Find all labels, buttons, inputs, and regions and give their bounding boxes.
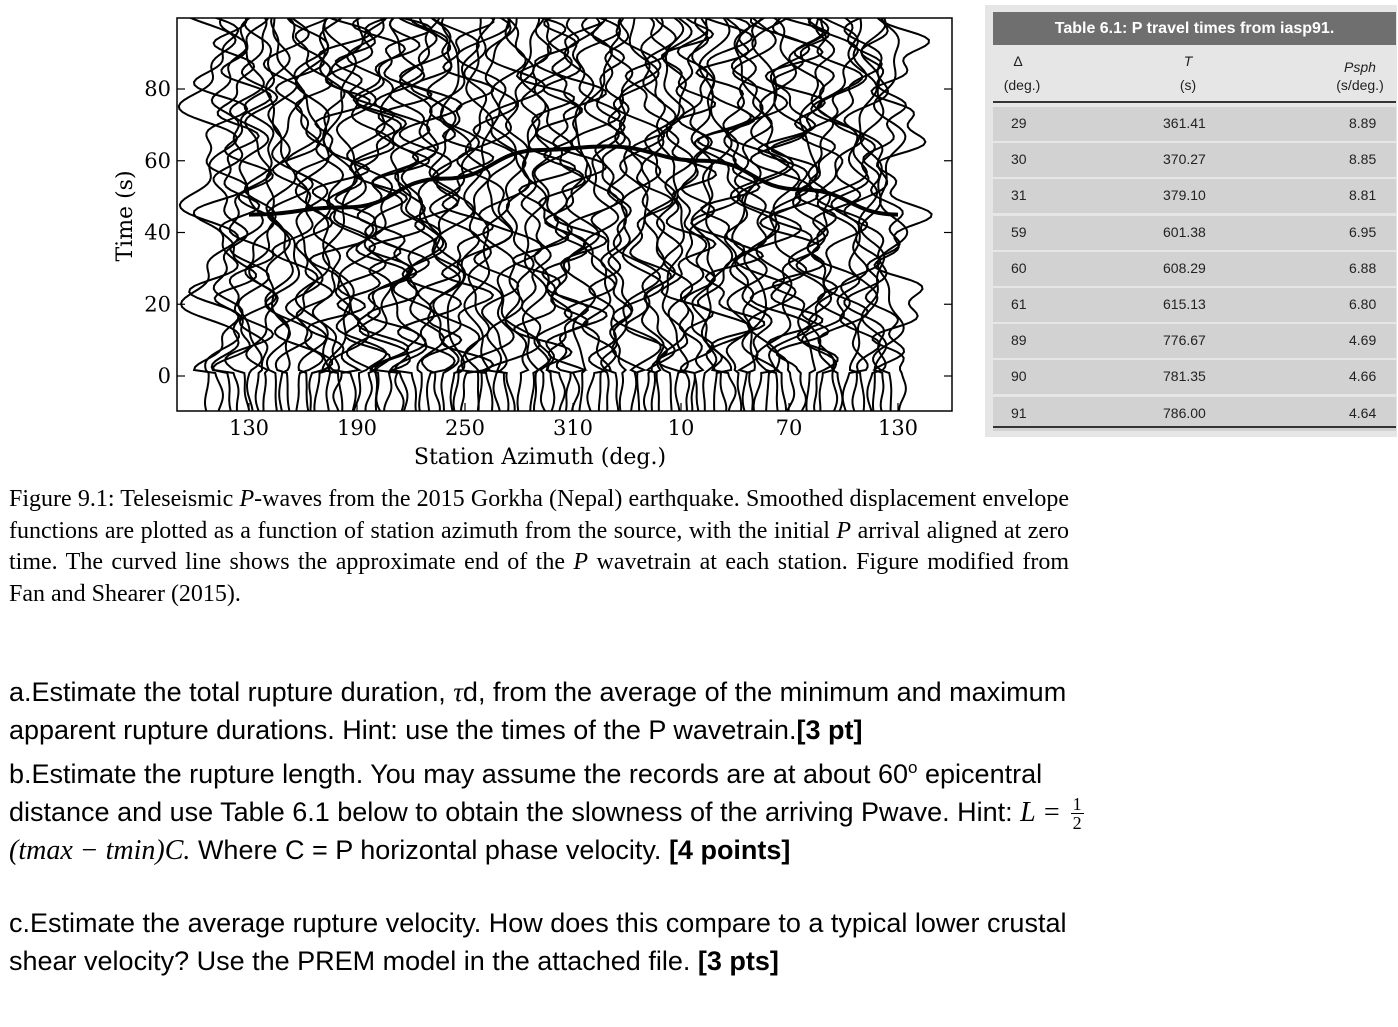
- question-a: [9, 674, 1129, 749]
- table-row: [993, 360, 1396, 394]
- table-title: Table 6.1: P travel times from iasp91.: [993, 12, 1396, 45]
- x-tick-label: 250: [444, 416, 486, 440]
- col-delta-header: Δ: [1013, 53, 1023, 69]
- cell-slowness: 8.85: [1349, 151, 1377, 168]
- x-tick-label: 130: [228, 416, 270, 440]
- col-slowness-header: Psph: [1344, 59, 1376, 75]
- degree-symbol: o: [908, 758, 918, 777]
- cell-time: 776.67: [1163, 332, 1206, 349]
- question-a-prefix: a.Estimate the total rupture duration,: [9, 677, 454, 707]
- cell-delta: 90: [1011, 368, 1027, 385]
- question-b-text-1: b.Estimate the rupture length. You may assume the records are at about 60: [9, 759, 909, 789]
- fraction-denominator: 2: [1072, 812, 1082, 833]
- question-a-text: , from the average of the minimum and maximum apparent rupture durations. Hint: use the times of the P wavetrain.: [9, 677, 1067, 745]
- cell-delta: 61: [1011, 296, 1027, 312]
- y-tick-label: 40: [144, 220, 171, 245]
- question-c-points: [3 pts]: [697, 945, 779, 976]
- caption-p-3: P: [573, 549, 589, 575]
- question-a-points: [3 pt]: [796, 714, 863, 745]
- cell-time: 786.00: [1163, 404, 1206, 421]
- cell-delta: 30: [1011, 151, 1027, 168]
- question-b-text-3: Where C = P horizontal phase velocity.: [190, 834, 669, 865]
- x-tick-label: 310: [552, 416, 594, 440]
- caption-p-1: P: [239, 486, 255, 512]
- caption-text-4: wavetrain at each station. Figure modified from Fan and Shearer (2015).: [9, 549, 1069, 607]
- table-row: [993, 252, 1396, 286]
- cell-delta: 29: [1011, 115, 1027, 131]
- cell-slowness: 6.80: [1349, 296, 1377, 312]
- question-b-points: [4 points]: [668, 834, 791, 865]
- caption-text-1: Teleseismic: [114, 486, 240, 512]
- formula-lhs: L =: [1020, 796, 1062, 828]
- formula-rhs: (tmax − tmin)C.: [9, 834, 191, 866]
- x-tick-label: 190: [336, 416, 378, 440]
- caption-text-3: arrival aligned at zero time. The curved line shows the approximate end of the: [9, 517, 1069, 575]
- travel-time-table: [985, 5, 1397, 437]
- y-tick-label: 60: [144, 148, 171, 173]
- cell-delta: 60: [1011, 259, 1027, 276]
- caption-text-2: -waves from the 2015 Gorkha (Nepal) earthquake. Smoothed displacement envelope functions are plotted as a function of station azimuth from the source, with the initial: [9, 486, 1069, 544]
- table-row: [993, 216, 1396, 250]
- cell-time: 781.35: [1163, 368, 1206, 385]
- tau-subscript: d: [462, 677, 478, 707]
- question-c: [9, 905, 1129, 980]
- question-b-text-2: epicentral distance and use Table 6.1 below to obtain the slowness of the arriving Pwave. Hint:: [9, 759, 1043, 827]
- figure-caption: [9, 484, 1069, 610]
- col-slowness-unit: (s/deg.): [1336, 77, 1384, 93]
- header-rule: [993, 101, 1396, 103]
- x-tick-label: 70: [775, 416, 803, 440]
- cell-time: 370.27: [1163, 151, 1206, 168]
- questions: [9, 674, 1129, 980]
- tau-symbol: τ: [453, 677, 463, 707]
- cell-slowness: 4.66: [1349, 368, 1377, 385]
- table-row: [993, 288, 1396, 322]
- x-axis-label: Station Azimuth (deg.): [413, 445, 667, 470]
- cell-slowness: 4.64: [1349, 404, 1377, 421]
- bottom-rule: [993, 426, 1396, 428]
- cell-slowness: 6.95: [1349, 223, 1377, 240]
- cell-delta: 89: [1011, 332, 1027, 349]
- caption-label: Figure 9.1:: [9, 486, 115, 512]
- cell-slowness: 8.81: [1349, 187, 1377, 204]
- cell-delta: 31: [1011, 187, 1027, 204]
- question-b: [9, 749, 1129, 869]
- col-time-header: T: [1183, 53, 1193, 69]
- y-tick-label: 0: [157, 364, 171, 388]
- cell-slowness: 8.89: [1349, 115, 1377, 131]
- cell-slowness: 4.69: [1349, 332, 1377, 349]
- y-axis-label: Time (s): [113, 170, 138, 262]
- caption-p-2: P: [836, 517, 852, 544]
- cell-delta: 91: [1011, 404, 1027, 421]
- table-row: [993, 107, 1396, 141]
- question-c-text: c.Estimate the average rupture velocity. How does this compare to a typical lower crustal shear velocity? Use the PREM model in the attached file.: [9, 908, 1067, 976]
- col-delta-unit: (deg.): [1003, 77, 1041, 93]
- x-tick-label: 10: [667, 416, 695, 440]
- seismogram-figure: [0, 0, 980, 480]
- cell-time: 615.13: [1163, 296, 1206, 312]
- formula-fraction: [1071, 795, 1084, 832]
- table-row: [993, 143, 1396, 177]
- cell-delta: 59: [1011, 223, 1027, 240]
- y-tick-label: 80: [144, 77, 171, 101]
- col-time-unit: (s): [1179, 77, 1197, 93]
- cell-time: 608.29: [1163, 259, 1206, 276]
- table-row: [993, 324, 1396, 358]
- cell-time: 379.10: [1163, 187, 1206, 204]
- table-row: [993, 179, 1396, 213]
- cell-time: 361.41: [1163, 115, 1206, 131]
- x-tick-label: 130: [877, 416, 919, 440]
- fraction-numerator: 1: [1072, 793, 1082, 814]
- cell-time: 601.38: [1163, 223, 1206, 240]
- cell-slowness: 6.88: [1349, 259, 1377, 276]
- y-tick-label: 20: [144, 292, 171, 317]
